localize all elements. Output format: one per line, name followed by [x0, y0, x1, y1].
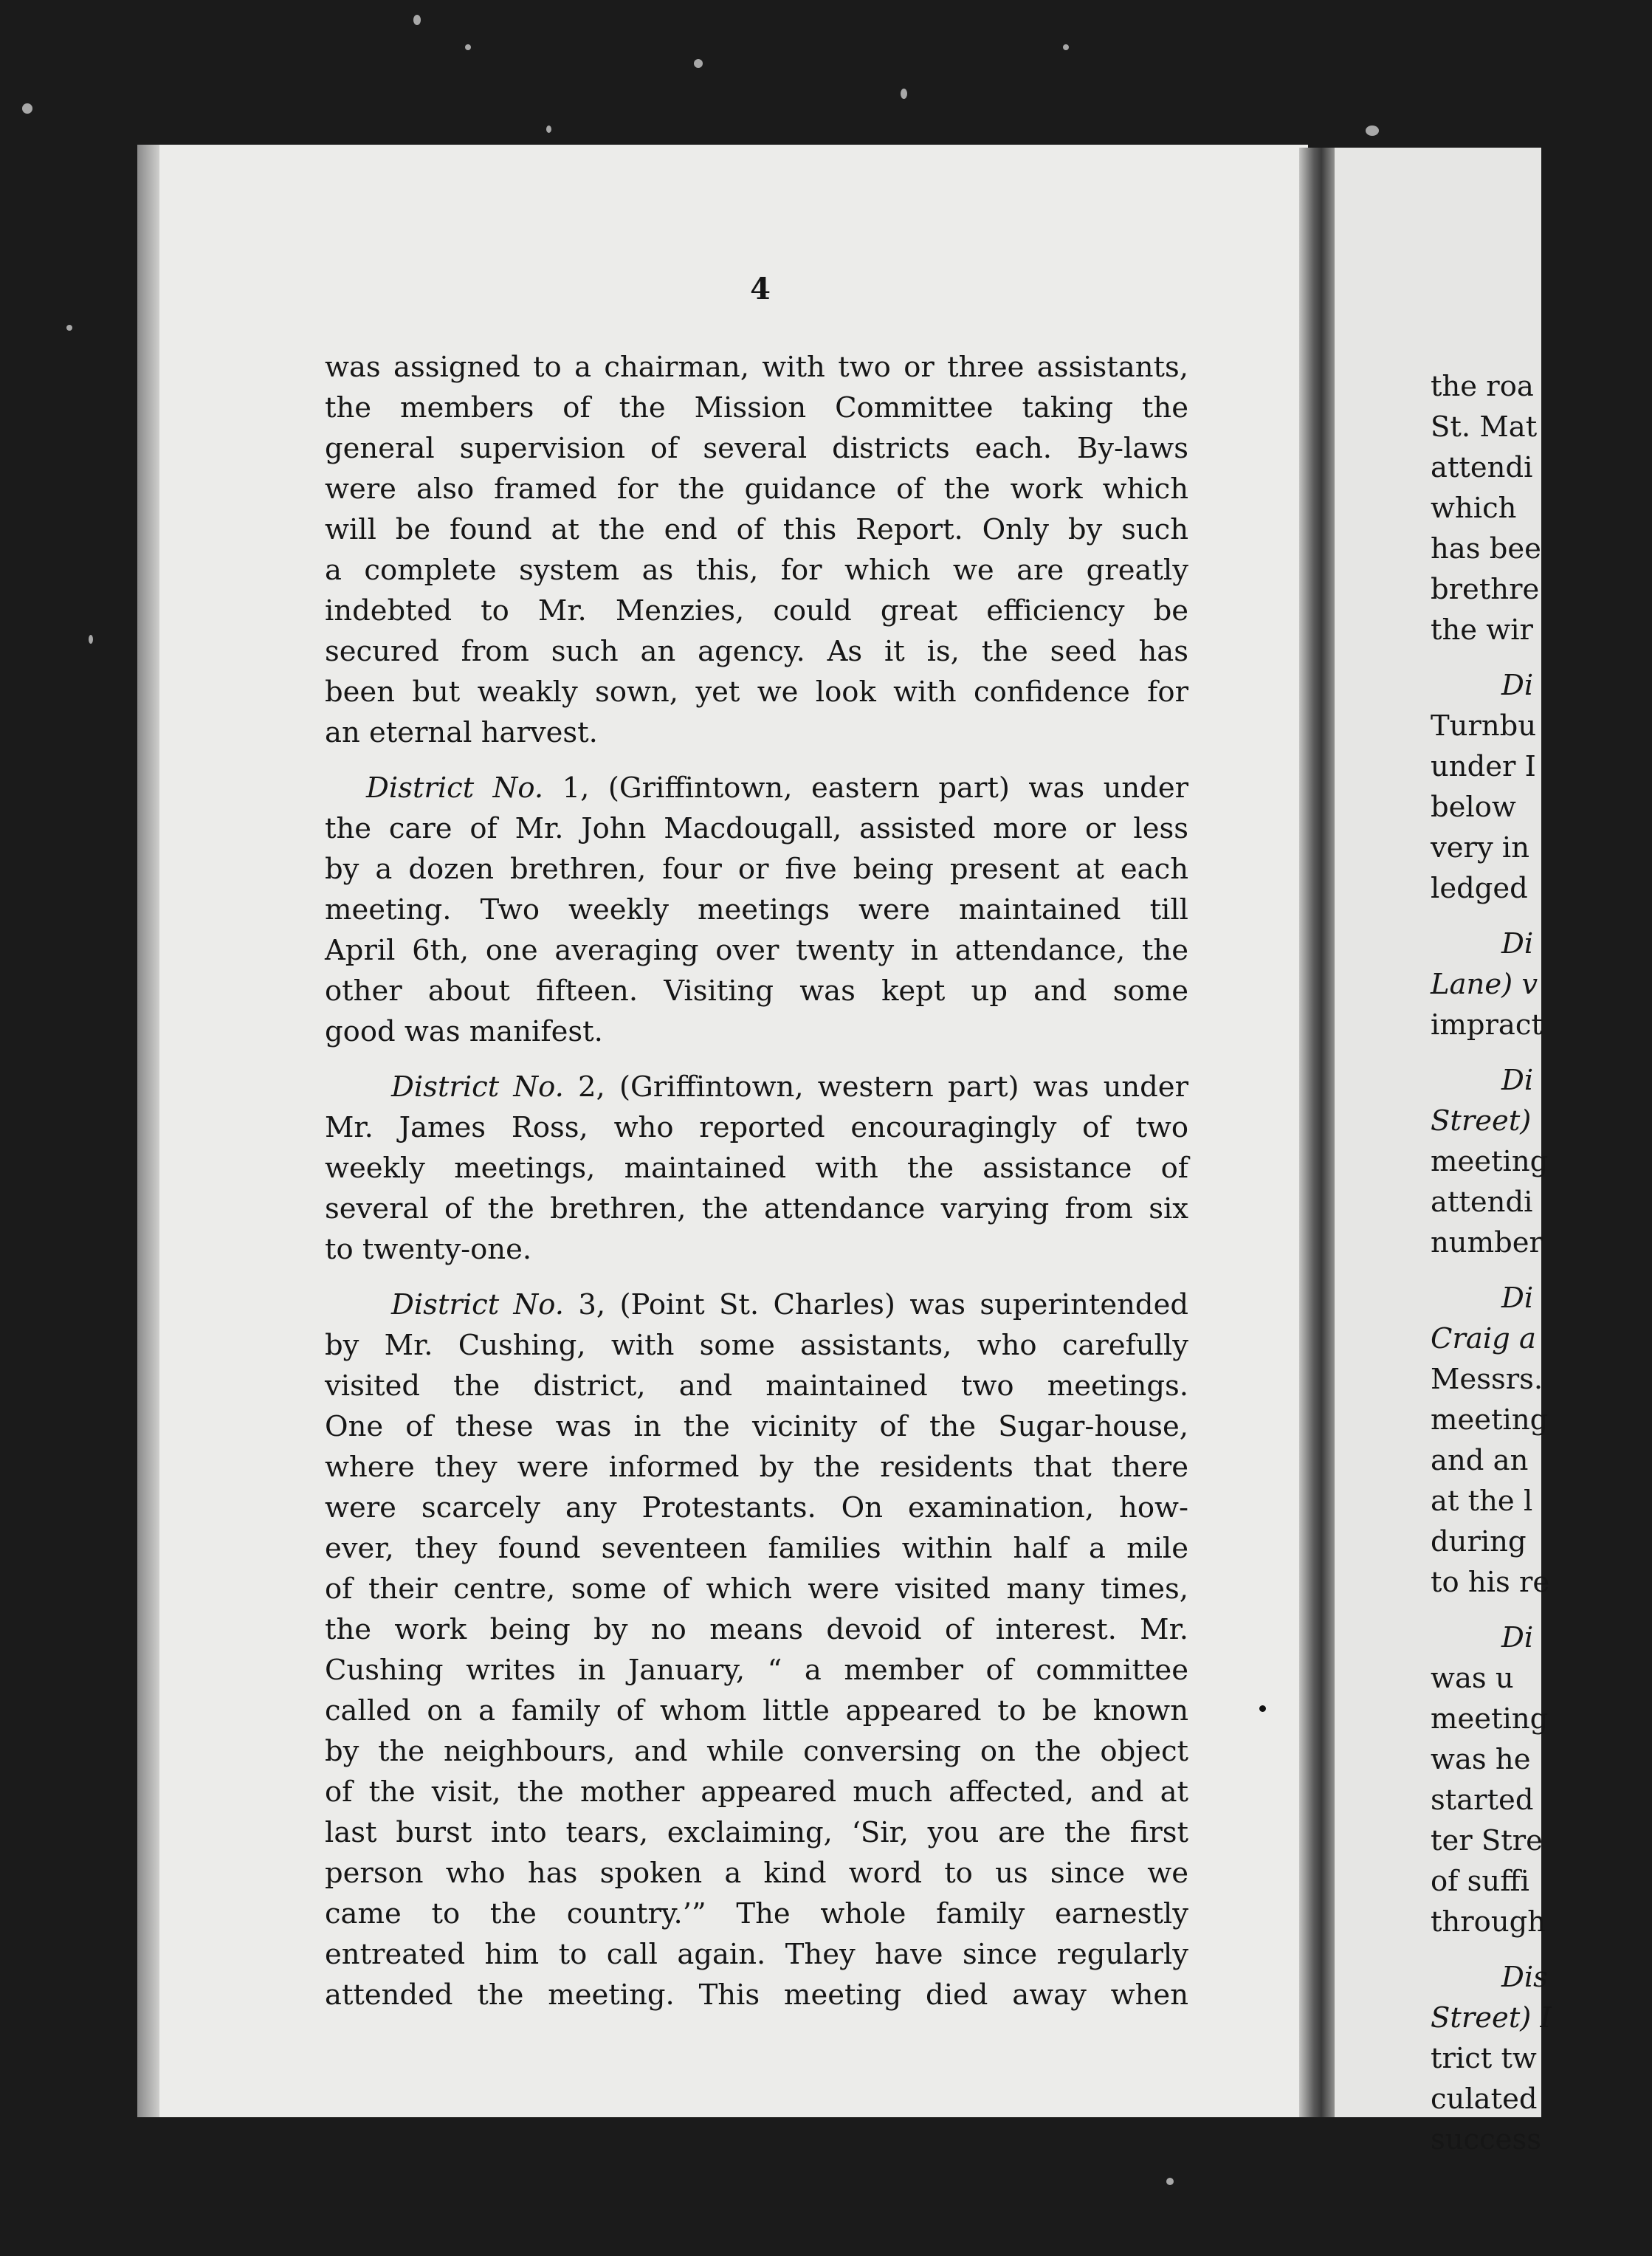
paragraph-district-3 [325, 1285, 1188, 2015]
text-line: Mr. James Ross, who reported encouragingly of two [325, 1111, 1188, 1144]
right-page-text-line: Messrs. [1431, 1363, 1543, 1396]
text-line: last burst into tears, exclaiming, ‘Sir, you are the first [325, 1816, 1188, 1849]
right-page-text-line: Di [1501, 927, 1534, 960]
text-line: were scarcely any Protestants. On examination, how- [325, 1491, 1188, 1524]
right-page-text-line: ledged [1431, 872, 1528, 905]
text-line: to twenty-one. [325, 1233, 532, 1266]
right-page-text-line: culated [1431, 2083, 1538, 2116]
paragraph-district-2 [325, 1067, 1188, 1270]
right-page-text-line: Street) I [1431, 2001, 1552, 2035]
text-line: by a dozen brethren, four or five being present at each [325, 853, 1188, 886]
right-page-text-line: during [1431, 1525, 1527, 1558]
right-page-text-line: very in [1431, 831, 1530, 864]
text-line: attended the meeting. This meeting died away when [325, 1978, 1188, 2012]
right-page-text-line: at the l [1431, 1485, 1533, 1518]
text-line: ever, they found seventeen families within half a mile [325, 1532, 1188, 1565]
right-page-text-line: of suffi [1431, 1865, 1529, 1898]
right-page-text [1431, 366, 1652, 2160]
right-page-text-line: meeting [1431, 1702, 1549, 1736]
right-page-text-line: Di [1501, 1064, 1534, 1097]
right-page-text-line: ter Stre [1431, 1824, 1543, 1857]
right-page-text-line: the wir [1431, 613, 1533, 647]
text-line: was assigned to a chairman, with two or three assistants, [325, 351, 1188, 384]
text-line: the work being by no means devoid of interest. Mr. [325, 1613, 1188, 1646]
text-line: of their centre, some of which were visited many times, [325, 1572, 1188, 1606]
text-line: the care of Mr. John Macdougall, assisted more or less [325, 812, 1188, 845]
book-gutter [1299, 148, 1336, 2117]
right-page-text-line: brethre [1431, 573, 1540, 606]
right-page-text-line: number [1431, 1226, 1543, 1259]
district-label: District No. [366, 771, 544, 805]
right-page-text-line: Lane) v [1431, 968, 1538, 1001]
text-line: called on a family of whom little appeared to be known [325, 1694, 1188, 1727]
right-page-text-line: attendi [1431, 1186, 1533, 1219]
paragraph-district-1 [325, 768, 1188, 1052]
district-label: District No. [391, 1288, 564, 1321]
district-label: District No. [391, 1070, 564, 1104]
left-page-edge [137, 145, 159, 2117]
text-line: several of the brethren, the attendance varying from six [325, 1192, 1188, 1225]
text-line: District No. 2, (Griffintown, western part) was under [391, 1070, 1188, 1104]
right-page-text-line: success [1431, 2123, 1541, 2156]
text-line: by Mr. Cushing, with some assistants, who carefully [325, 1329, 1188, 1362]
text-line: an eternal harvest. [325, 716, 598, 749]
text-line: visited the district, and maintained two meetings. [325, 1369, 1188, 1403]
text-line: indebted to Mr. Menzies, could great efficiency be [325, 594, 1188, 627]
right-page-text-line: Turnbu [1431, 709, 1537, 743]
text-line: One of these was in the vicinity of the Sugar-house, [325, 1410, 1188, 1443]
right-page-text-line: which [1431, 492, 1517, 525]
text-line: District No. 3, (Point St. Charles) was superintended [391, 1288, 1188, 1321]
right-page-text-line: has bee [1431, 532, 1541, 565]
text-line: other about fifteen. Visiting was kept up and some [325, 974, 1188, 1008]
right-page-text-line: started [1431, 1784, 1534, 1817]
right-page-text-line: to his re [1431, 1566, 1550, 1599]
right-page-text-line: trict tw [1431, 2042, 1537, 2075]
text-line: of the visit, the mother appeared much affected, and at [325, 1775, 1188, 1809]
right-page-text-line: below [1431, 791, 1516, 824]
ink-dot [1259, 1705, 1266, 1712]
right-page-text-line: meeting [1431, 1145, 1549, 1178]
left-page-text [325, 347, 1188, 2015]
text-line: April 6th, one averaging over twenty in attendance, the [325, 934, 1188, 967]
text-line: weekly meetings, maintained with the assistance of [325, 1152, 1188, 1185]
text-line: secured from such an agency. As it is, the seed has [325, 635, 1188, 668]
text-line: a complete system as this, for which we are greatly [325, 554, 1188, 587]
right-page-text-line: impract [1431, 1008, 1543, 1042]
right-page-text-line: meeting [1431, 1403, 1549, 1437]
right-page-text-line: was u [1431, 1662, 1514, 1695]
right-page-text-line: the roa [1431, 370, 1534, 403]
right-page-text-line: was he [1431, 1743, 1531, 1776]
text-line: the members of the Mission Committee taking the [325, 391, 1188, 424]
right-page-text-line: Dis [1501, 1961, 1548, 1994]
right-page-text-line: through [1431, 1905, 1546, 1939]
text-line: entreated him to call again. They have since regularly [325, 1938, 1188, 1971]
right-page-text-line: attendi [1431, 451, 1533, 484]
right-page-text-line: Craig a [1431, 1322, 1536, 1355]
text-line: good was manifest. [325, 1015, 603, 1048]
text-line: were also framed for the guidance of the work which [325, 472, 1188, 506]
text-line: will be found at the end of this Report. Only by such [325, 513, 1188, 546]
text-line: meeting. Two weekly meetings were maintained till [325, 893, 1188, 926]
right-page-text-line: under I [1431, 750, 1536, 783]
text-line: by the neighbours, and while conversing on the object [325, 1735, 1188, 1768]
right-page-text-line: Street) [1431, 1104, 1532, 1138]
text-line: came to the country.’” The whole family earnestly [325, 1897, 1188, 1930]
right-page-text-line: Di [1501, 1621, 1534, 1654]
text-line: general supervision of several districts each. By-laws [325, 432, 1188, 465]
text-line: District No. 1, (Griffintown, eastern part) was under [366, 771, 1189, 805]
text-line: person who has spoken a kind word to us since we [325, 1857, 1188, 1890]
right-page-text-line: Di [1501, 1282, 1534, 1315]
paragraph [325, 347, 1188, 753]
text-line: been but weakly sown, yet we look with confidence for [325, 675, 1188, 709]
right-page-text-line: St. Mat [1431, 410, 1538, 444]
text-line: where they were informed by the residents that there [325, 1451, 1188, 1484]
page-number: 4 [750, 272, 771, 306]
text-line: Cushing writes in January, “ a member of committee [325, 1654, 1188, 1687]
right-page-text-line: and an [1431, 1444, 1529, 1477]
right-page-text-line: Di [1501, 669, 1534, 702]
